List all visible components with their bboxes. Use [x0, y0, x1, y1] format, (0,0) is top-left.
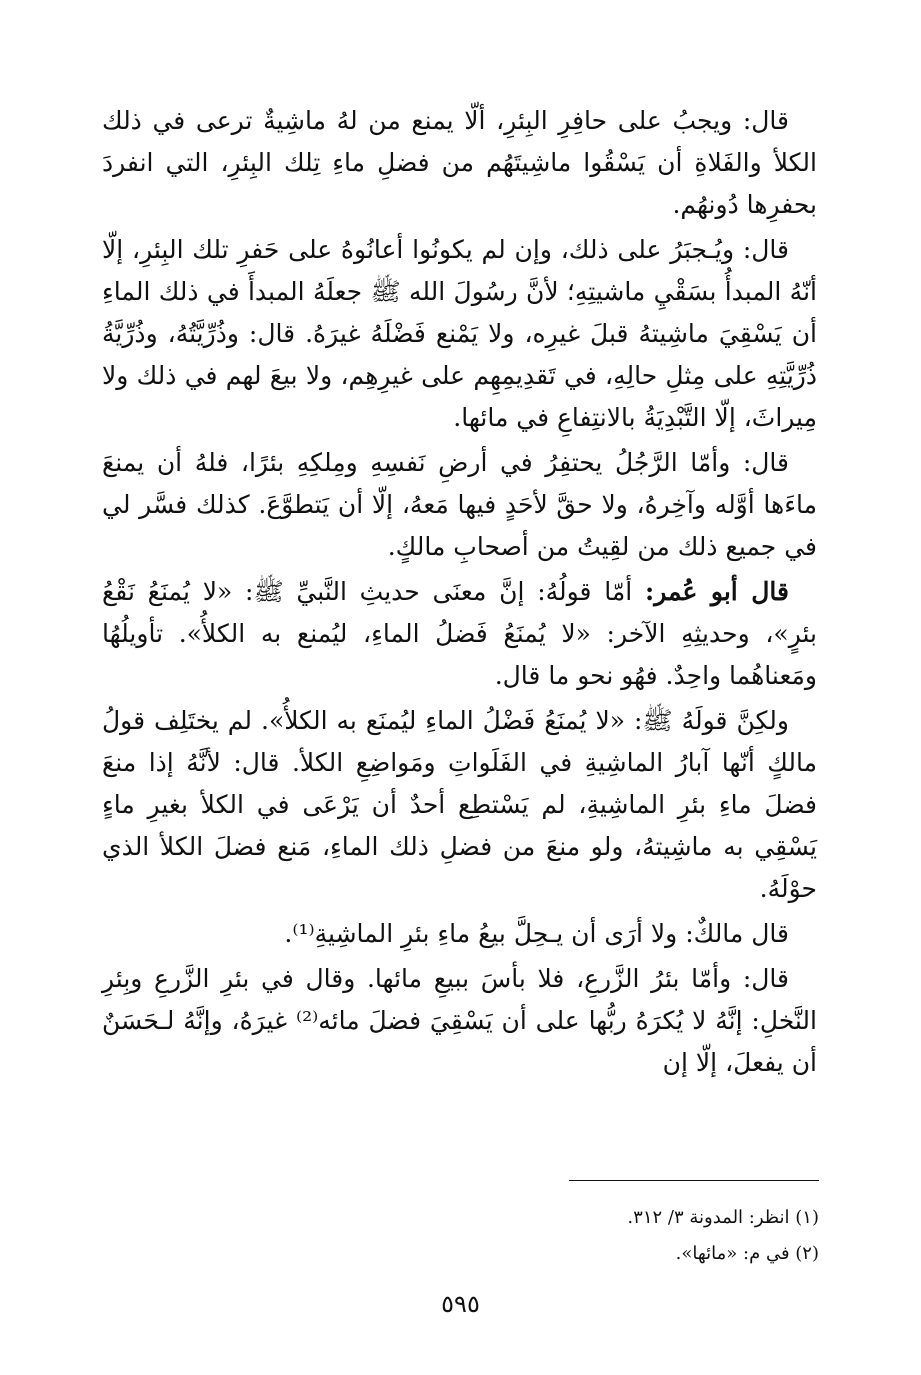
paragraph-6: [102, 913, 817, 955]
paragraph-text: قال: وأمّا بئرُ الزَّرعِ، فلا بأسَ ببيعِ مائها. وقال في بئرِ الزَّرعِ وبِئرِ النَّخلِ: إنَّهُ لا يُكرَهُ ربُّها على أن يَسْقِيَ فضلَ مائه⁽²⁾ غيرَهُ، وإنَّهُ لـحَسَنٌ أن يفعلَ، إلّا إن: [102, 964, 817, 1077]
paragraph-text: ولكِنَّ قولَهُ ﷺ: «لا يُمنَعُ فَضْلُ الماءِ ليُمنَع به الكلأُ». لم يختَلِف قولُ مالكٍ أنّها آبارُ الماشِيةِ في الفَلَواتِ ومَواضِعِ الكلأ. قال: لأنَّهُ إذا منعَ فضلَ ماءِ بئرِ الماشِيةِ، لم يَسْتطِع أحدٌ أن يَرْعَى في الكلأ بغيرِ ماءٍ يَسْقِي به ماشِيتهُ، ولو منعَ من فضلِ ذلك الماءِ، مَنع فضلَ الكلأ الذي حوْلَهُ.: [102, 706, 817, 903]
paragraph-text: قال: ويُـجبَرُ على ذلك، وإن لم يكونُوا أعانُوهُ على حَفرِ تلك البِئرِ، إلّا أنّهُ المبدأُ بسَقْيِ ماشيتِهِ؛ لأنَّ رسُولَ الله ﷺ جعلَهُ المبدأَ في ذلك الماءِ أن يَسْقِيَ ماشِيتهُ قبلَ غيرِه، ولا يَمْنع فَضْلَهُ غيرَهُ. قال: وذُرِّيَّتُهُ، وذُرِّيَّةُ ذُرِّيَّتِهِ على مِثلِ حالِهِ، في تَقدِيمِهِم على غيرِهِم، ولا بيعَ لهم في ذلك ولا مِيراثَ، إلّا التَّبْدِيَةُ بالانتِفاعِ في مائها.: [102, 235, 817, 432]
paragraph-text: قال: ويجبُ على حافِرِ البِئرِ، ألّا يمنع من لهُ ماشِيةٌ ترعى في ذلك الكلأ والفَلاةِ أن يَسْقُوا ماشِيتَهُم من فضلِ ماءِ تِلك البِئرِ، التي انفردَ بحفرِها دُونهُم.: [102, 106, 817, 219]
footnotes: [104, 1200, 819, 1272]
footnote-1: (١) انظر: المدونة ٣/ ٣١٢.: [627, 1207, 819, 1228]
paragraph-4: [102, 571, 817, 697]
paragraph-2: [102, 229, 817, 439]
footnote-2: (٢) في م: «مائها».: [675, 1243, 819, 1264]
paragraph-7: [102, 958, 817, 1084]
paragraph-lead: قال أبو عُمر:: [645, 577, 789, 606]
paragraph-1: [102, 100, 817, 226]
paragraph-text: قال مالكٌ: ولا أرَى أن يـحِلَّ بيعُ ماءِ بئرِ الماشِيةِ⁽¹⁾.: [284, 919, 789, 948]
paragraph-text: أمّا قولُهُ: إنَّ معنَى حديثِ النَّبيِّ ﷺ: «لا يُمنَعُ نَقْعُ بئرٍ»، وحديثِهِ الآخر: «لا يُمنَعُ فَضلُ الماءِ، ليُمنع به الكلأُ». تأويلُهُا ومَعناهُما واحِدٌ. فهُو نحو ما قال.: [102, 577, 817, 690]
paragraph-text: قال: وأمّا الرَّجُلُ يحتفِرُ في أرضِ نَفسِهِ ومِلكِهِ بئرًا، فلهُ أن يمنعَ ماءَها أوَّله وآخِرهُ، ولا حقَّ لأحَدٍ فيها مَعهُ، إلّا أن يَتطوَّعَ. كذلك فسَّر لي في جميع ذلك من لقِيتُ من أصحابِ مالكٍ.: [102, 448, 817, 561]
paragraph-3: [102, 442, 817, 568]
page-number: ٥٩٥: [441, 1290, 480, 1318]
page-body: [102, 100, 817, 1087]
footnote-divider: [569, 1180, 819, 1181]
paragraph-5: [102, 700, 817, 910]
